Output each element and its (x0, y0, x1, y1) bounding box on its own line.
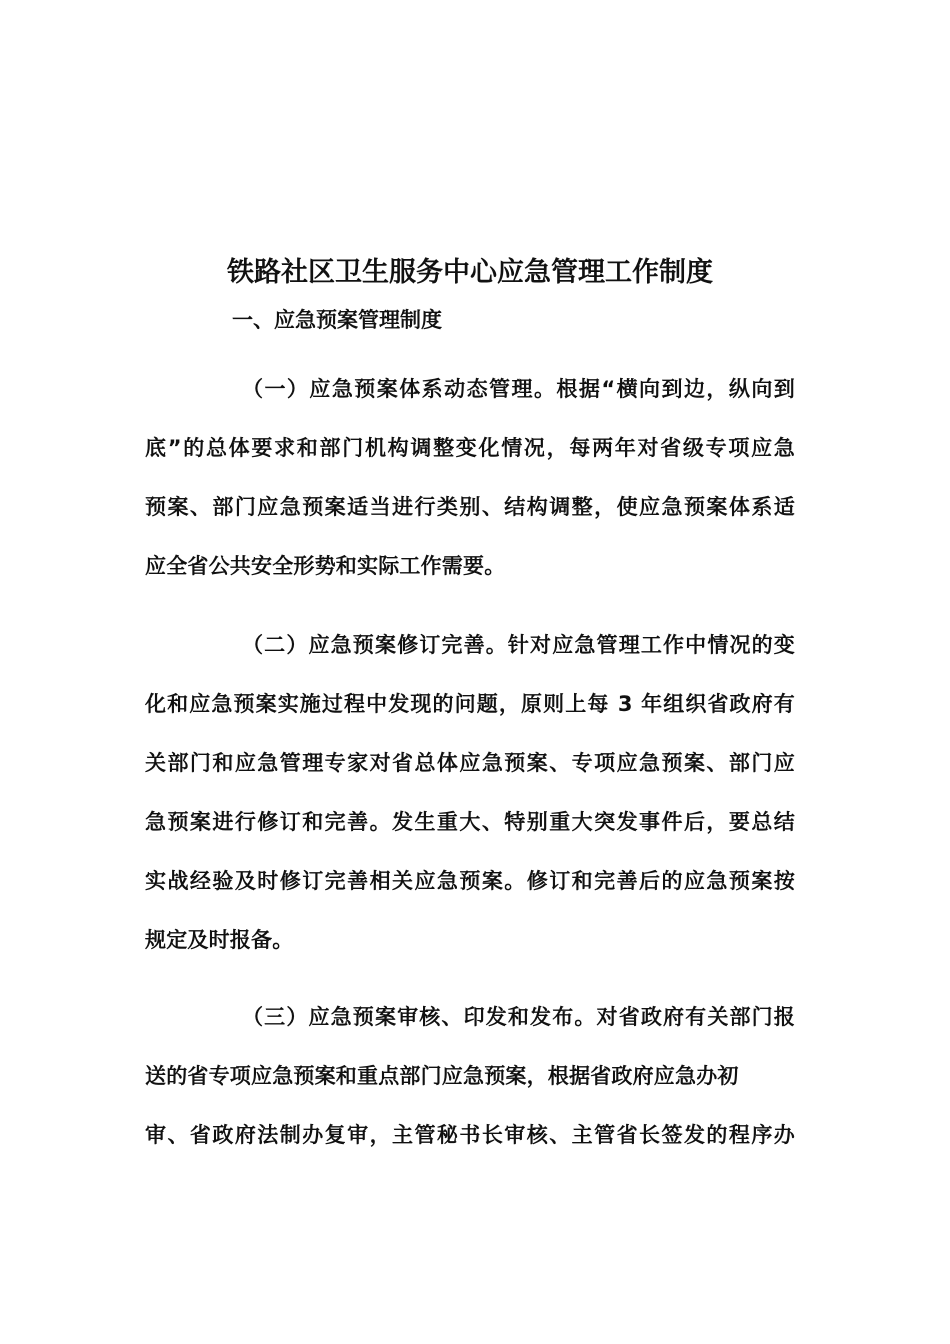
paragraph-line: 送的省专项应急预案和重点部门应急预案，根据省政府应急办初 (145, 1064, 739, 1088)
paragraph-1 (145, 360, 795, 596)
paragraph-3 (145, 988, 795, 1165)
paragraph-line: 底”的总体要求和部门机构调整变化情况，每两年对省级专项应急 (145, 436, 795, 460)
paragraph-line: 规定及时报备。 (145, 928, 294, 952)
paragraph-line: 实战经验及时修订完善相关应急预案。修订和完善后的应急预案按 (145, 869, 795, 893)
paragraph-line: 急预案进行修订和完善。发生重大、特别重大突发事件后，要总结 (145, 810, 795, 834)
paragraph-line: （二）应急预案修订完善。针对应急管理工作中情况的变 (242, 633, 795, 657)
paragraph-line: 化和应急预案实施过程中发现的问题，原则上每 3 年组织省政府有 (145, 692, 795, 716)
section-heading: 一、应急预案管理制度 (232, 308, 442, 332)
paragraph-line: （三）应急预案审核、印发和发布。对省政府有关部门报 (242, 1005, 795, 1029)
paragraph-2 (145, 616, 795, 970)
paragraph-line: 预案、部门应急预案适当进行类别、结构调整，使应急预案体系适 (145, 495, 795, 519)
paragraph-line: 审、省政府法制办复审，主管秘书长审核、主管省长签发的程序办 (145, 1123, 795, 1147)
paragraph-line: （一）应急预案体系动态管理。根据“横向到边，纵向到 (242, 377, 795, 401)
paragraph-line: 应全省公共安全形势和实际工作需要。 (145, 554, 506, 578)
document-title: 铁路社区卫生服务中心应急管理工作制度 (227, 257, 713, 288)
paragraph-line: 关部门和应急管理专家对省总体应急预案、专项应急预案、部门应 (145, 751, 795, 775)
